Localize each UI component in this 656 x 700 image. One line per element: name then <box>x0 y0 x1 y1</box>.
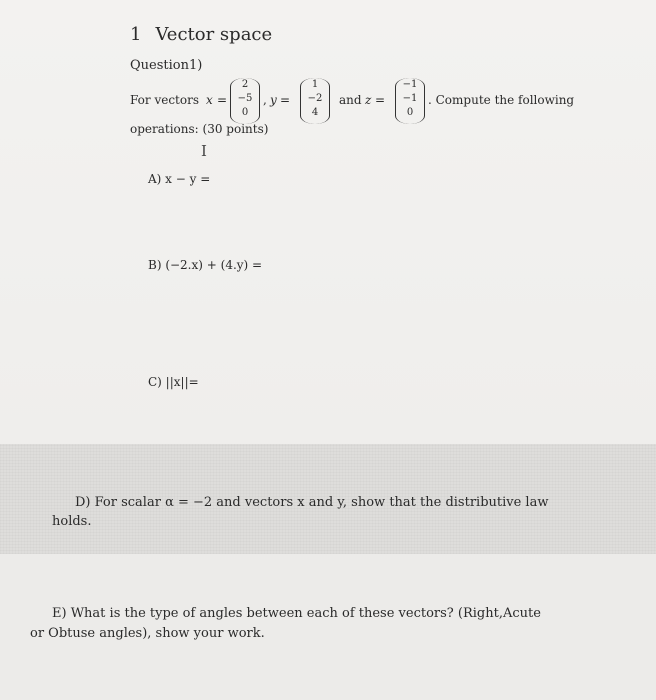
y-vector-entry: 1 <box>311 79 319 90</box>
z-vector-entry: −1 <box>402 79 418 90</box>
and-text: and <box>339 93 362 107</box>
compute-text: . Compute the following <box>428 93 575 107</box>
part-d-prompt-line2: holds. <box>52 514 92 529</box>
z-vector-entry: 0 <box>406 107 414 118</box>
part-d-prompt-line1: D) For scalar α = −2 and vectors x and y, show that the distributive law <box>75 495 549 510</box>
question-label: Question1) <box>130 58 203 73</box>
section-heading <box>130 24 272 45</box>
operations-line: operations: (30 points) <box>130 122 269 136</box>
part-c-prompt: C) ||x||= <box>148 375 199 389</box>
z-vector-matrix <box>395 78 425 124</box>
part-b-prompt: B) (−2.x) + (4.y) = <box>148 258 263 272</box>
equals-sign: = <box>217 93 228 107</box>
section-title: Vector space <box>155 24 273 45</box>
vector-definition-row <box>130 78 590 126</box>
section-number: 1 <box>130 24 142 45</box>
part-e-prompt-line2: or Obtuse angles), show your work. <box>30 626 265 641</box>
text-cursor-icon: I <box>201 142 207 160</box>
z-variable: z <box>365 93 372 107</box>
equals-sign: = <box>375 93 386 107</box>
y-vector-entry: −2 <box>307 93 323 104</box>
x-vector-entry: 2 <box>241 79 249 90</box>
part-e-prompt-line1: E) What is the type of angles between each of these vectors? (Right,Acute <box>52 606 541 621</box>
comma: , <box>263 93 267 107</box>
x-vector-entry: −5 <box>237 93 253 104</box>
y-vector-matrix <box>300 78 330 124</box>
equals-sign: = <box>280 93 291 107</box>
z-vector-entry: −1 <box>402 93 418 104</box>
for-vectors-text: For vectors <box>130 93 199 107</box>
x-vector-entry: 0 <box>241 107 249 118</box>
part-a-prompt: A) x − y = <box>148 172 211 186</box>
x-variable: x <box>206 93 213 107</box>
y-vector-entry: 4 <box>311 107 319 118</box>
x-vector-matrix <box>230 78 260 124</box>
y-variable: y <box>270 93 277 107</box>
